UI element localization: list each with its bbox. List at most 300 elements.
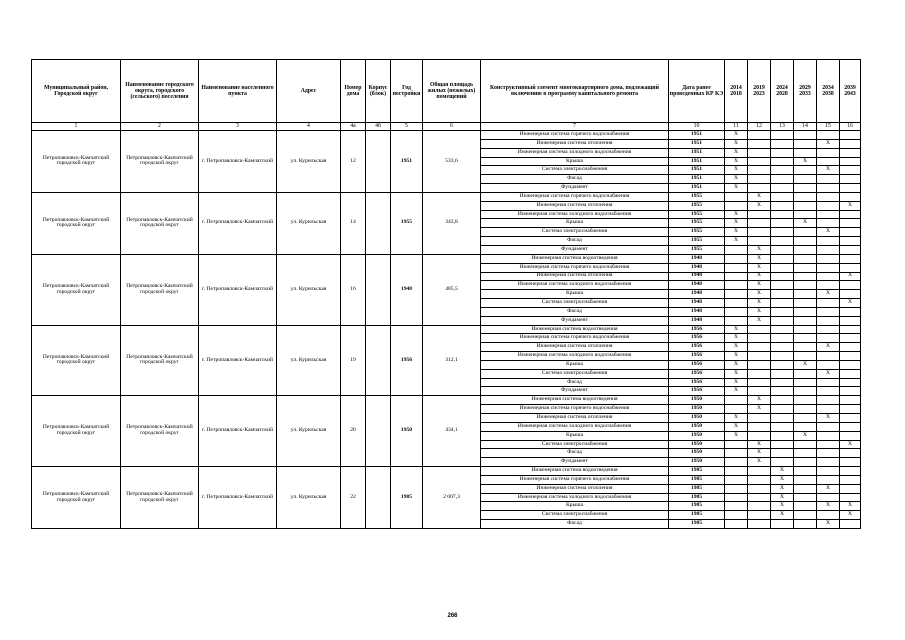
column-header: Номер дома [341,60,366,123]
period-mark-cell: X [817,484,840,493]
previous-repair-date-cell: 1985 [669,467,725,476]
structural-element-cell: Инженерная система горячего водоснабжения [481,334,669,343]
period-mark-cell: X [794,360,817,369]
period-mark-cell: X [725,334,748,343]
period-mark-cell [725,307,748,316]
structural-element-cell: Инженерная система горячего водоснабжения [481,192,669,201]
previous-repair-date-cell: 1956 [669,334,725,343]
period-mark-cell: X [725,237,748,246]
period-mark-cell: X [725,369,748,378]
period-mark-cell [771,360,794,369]
period-mark-cell [748,166,771,175]
structural-element-cell: Инженерная система отопления [481,139,669,148]
table-row [32,254,861,263]
period-mark-cell [725,245,748,254]
house-number-cell: 12 [341,131,366,193]
column-number: 7 [481,123,669,131]
period-mark-cell: X [817,502,840,511]
column-header: Муниципальный район, Городской округ [32,60,121,123]
period-mark-cell [794,511,817,520]
period-mark-cell: X [748,290,771,299]
previous-repair-date-cell: 1948 [669,281,725,290]
table-body [32,131,861,529]
column-header: Год постройки [391,60,423,123]
previous-repair-date-cell: 1956 [669,360,725,369]
period-mark-cell [817,299,840,308]
period-mark-cell: X [725,148,748,157]
structural-element-cell: Фундамент [481,245,669,254]
period-mark-cell: X [725,175,748,184]
column-number-row [32,123,861,131]
period-mark-cell [794,520,817,529]
structural-element-cell: Инженерная система холодного водоснабжения [481,281,669,290]
period-mark-cell [725,458,748,467]
structural-element-cell: Фундамент [481,458,669,467]
period-mark-cell [794,316,817,325]
period-mark-cell [840,131,861,140]
period-mark-cell [840,484,861,493]
period-mark-cell [771,175,794,184]
column-number: 2 [121,123,199,131]
construction-year-cell: 1956 [391,325,423,396]
column-header: Корпус (блок) [366,60,391,123]
period-mark-cell [794,352,817,361]
period-mark-cell [748,387,771,396]
period-mark-cell [817,219,840,228]
structural-element-cell: Инженерная система отопления [481,201,669,210]
period-mark-cell [794,290,817,299]
column-number: 16 [840,123,861,131]
period-mark-cell [748,334,771,343]
period-mark-cell [794,422,817,431]
period-mark-cell [748,467,771,476]
period-mark-cell [794,440,817,449]
period-mark-cell [748,352,771,361]
structural-element-cell: Система электроснабжения [481,299,669,308]
period-mark-cell [840,458,861,467]
period-mark-cell [817,175,840,184]
period-mark-cell [840,175,861,184]
period-mark-cell [771,422,794,431]
period-mark-cell: X [817,520,840,529]
previous-repair-date-cell: 1956 [669,325,725,334]
period-mark-cell [748,431,771,440]
period-mark-cell [817,245,840,254]
previous-repair-date-cell: 1950 [669,431,725,440]
period-mark-cell [817,325,840,334]
settlement-cell: Петропавловск-Камчатский городской округ [121,467,199,529]
period-mark-cell [725,396,748,405]
period-mark-cell [748,378,771,387]
period-mark-cell [725,290,748,299]
period-mark-cell [817,281,840,290]
period-mark-cell [725,511,748,520]
period-mark-cell [794,139,817,148]
period-mark-cell [725,263,748,272]
address-cell: ул. Курильская [277,131,341,193]
period-mark-cell [840,352,861,361]
period-mark-cell: X [748,440,771,449]
period-mark-cell [840,219,861,228]
period-mark-cell: X [748,254,771,263]
period-mark-cell [794,405,817,414]
period-mark-cell [725,467,748,476]
previous-repair-date-cell: 1951 [669,166,725,175]
structural-element-cell: Инженерная система водоотведения [481,325,669,334]
column-number: 13 [771,123,794,131]
column-header: 2039 2043 [840,60,861,123]
period-mark-cell: X [748,201,771,210]
column-number: 6 [423,123,481,131]
period-mark-cell [817,396,840,405]
block-cell [366,396,391,467]
period-mark-cell [840,343,861,352]
previous-repair-date-cell: 1956 [669,343,725,352]
period-mark-cell [748,237,771,246]
period-mark-cell [794,475,817,484]
column-header: 2014 2018 [725,60,748,123]
period-mark-cell [771,316,794,325]
period-mark-cell [771,431,794,440]
area-cell: 2 007,3 [423,467,481,529]
period-mark-cell [794,484,817,493]
period-mark-cell [748,157,771,166]
period-mark-cell: X [771,475,794,484]
column-number: 4 [277,123,341,131]
period-mark-cell [840,157,861,166]
period-mark-cell [748,484,771,493]
structural-element-cell: Инженерная система отопления [481,272,669,281]
period-mark-cell [794,467,817,476]
period-mark-cell [725,316,748,325]
structural-element-cell: Инженерная система горячего водоснабжения [481,131,669,140]
previous-repair-date-cell: 1948 [669,254,725,263]
house-number-cell: 19 [341,325,366,396]
period-mark-cell [794,228,817,237]
column-header: Конструктивный элемент многоквартирного дома, подлежащий включению в программу капитального ремонта [481,60,669,123]
previous-repair-date-cell: 1948 [669,316,725,325]
period-mark-cell: X [840,299,861,308]
period-mark-cell: X [840,440,861,449]
structural-element-cell: Инженерная система отопления [481,343,669,352]
period-mark-cell [817,449,840,458]
period-mark-cell [725,484,748,493]
settlement-cell: Петропавловск-Камчатский городской округ [121,192,199,254]
period-mark-cell [771,369,794,378]
period-mark-cell [725,299,748,308]
structural-element-cell: Система электроснабжения [481,440,669,449]
district-cell: Петропавловск-Камчатский городской округ [32,131,121,193]
period-mark-cell: X [817,290,840,299]
period-mark-cell: X [771,484,794,493]
previous-repair-date-cell: 1985 [669,520,725,529]
previous-repair-date-cell: 1951 [669,157,725,166]
structural-element-cell: Инженерная система водоотведения [481,396,669,405]
period-mark-cell: X [794,431,817,440]
period-mark-cell [771,192,794,201]
period-mark-cell: X [748,316,771,325]
period-mark-cell: X [817,166,840,175]
period-mark-cell [817,272,840,281]
period-mark-cell [748,343,771,352]
address-cell: ул. Курильская [277,325,341,396]
structural-element-cell: Инженерная система горячего водоснабжения [481,405,669,414]
period-mark-cell [725,449,748,458]
period-mark-cell [725,192,748,201]
previous-repair-date-cell: 1956 [669,387,725,396]
previous-repair-date-cell: 1955 [669,219,725,228]
district-cell: Петропавловск-Камчатский городской округ [32,254,121,325]
period-mark-cell [748,228,771,237]
period-mark-cell [817,254,840,263]
period-mark-cell: X [748,272,771,281]
house-number-cell: 20 [341,396,366,467]
column-header: 2034 2038 [817,60,840,123]
period-mark-cell: X [748,449,771,458]
period-mark-cell: X [817,139,840,148]
period-mark-cell [771,131,794,140]
period-mark-cell [840,520,861,529]
period-mark-cell [817,493,840,502]
address-cell: ул. Курильская [277,192,341,254]
period-mark-cell: X [748,245,771,254]
structural-element-cell: Инженерная система водоотведения [481,254,669,263]
period-mark-cell [794,263,817,272]
previous-repair-date-cell: 1948 [669,263,725,272]
period-mark-cell [748,511,771,520]
previous-repair-date-cell: 1950 [669,414,725,423]
settlement-cell: Петропавловск-Камчатский городской округ [121,254,199,325]
period-mark-cell [748,475,771,484]
structural-element-cell: Крыша [481,290,669,299]
period-mark-cell [748,493,771,502]
previous-repair-date-cell: 1985 [669,475,725,484]
period-mark-cell [771,219,794,228]
period-mark-cell [771,166,794,175]
period-mark-cell [840,360,861,369]
previous-repair-date-cell: 1950 [669,449,725,458]
column-number: 10 [669,123,725,131]
structural-element-cell: Крыша [481,157,669,166]
period-mark-cell [748,360,771,369]
period-mark-cell [748,502,771,511]
period-mark-cell: X [748,299,771,308]
period-mark-cell [771,281,794,290]
previous-repair-date-cell: 1955 [669,245,725,254]
period-mark-cell [771,290,794,299]
period-mark-cell [794,254,817,263]
previous-repair-date-cell: 1955 [669,201,725,210]
period-mark-cell: X [817,228,840,237]
structural-element-cell: Крыша [481,502,669,511]
period-mark-cell [817,184,840,193]
period-mark-cell [794,449,817,458]
period-mark-cell: X [725,325,748,334]
structural-element-cell: Крыша [481,431,669,440]
period-mark-cell [771,343,794,352]
period-mark-cell [840,493,861,502]
period-mark-cell [840,449,861,458]
period-mark-cell [840,431,861,440]
period-mark-cell [817,405,840,414]
structural-element-cell: Фасад [481,378,669,387]
period-mark-cell [748,148,771,157]
previous-repair-date-cell: 1951 [669,184,725,193]
structural-element-cell: Фундамент [481,316,669,325]
previous-repair-date-cell: 1985 [669,511,725,520]
period-mark-cell: X [725,228,748,237]
period-mark-cell [817,458,840,467]
period-mark-cell [771,228,794,237]
previous-repair-date-cell: 1948 [669,290,725,299]
period-mark-cell [840,369,861,378]
previous-repair-date-cell: 1985 [669,484,725,493]
period-mark-cell: X [725,210,748,219]
period-mark-cell [840,184,861,193]
period-mark-cell [840,210,861,219]
period-mark-cell [771,184,794,193]
period-mark-cell [840,254,861,263]
structural-element-cell: Система электроснабжения [481,511,669,520]
construction-year-cell: 1951 [391,131,423,193]
period-mark-cell [840,422,861,431]
previous-repair-date-cell: 1955 [669,228,725,237]
period-mark-cell [817,467,840,476]
period-mark-cell: X [794,219,817,228]
structural-element-cell: Система электроснабжения [481,166,669,175]
period-mark-cell [748,520,771,529]
period-mark-cell: X [840,502,861,511]
column-number: 3 [199,123,277,131]
column-header: Общая площадь жилых (нежилых) помещений [423,60,481,123]
period-mark-cell [817,440,840,449]
period-mark-cell [771,201,794,210]
period-mark-cell [840,325,861,334]
period-mark-cell [817,378,840,387]
period-mark-cell [794,299,817,308]
period-mark-cell [817,157,840,166]
period-mark-cell [840,387,861,396]
period-mark-cell [794,166,817,175]
previous-repair-date-cell: 1985 [669,493,725,502]
previous-repair-date-cell: 1985 [669,502,725,511]
period-mark-cell: X [725,431,748,440]
period-mark-cell [725,440,748,449]
period-mark-cell [840,290,861,299]
previous-repair-date-cell: 1948 [669,272,725,281]
structural-element-cell: Инженерная система горячего водоснабжения [481,263,669,272]
construction-year-cell: 1950 [391,396,423,467]
period-mark-cell [840,405,861,414]
period-mark-cell [725,475,748,484]
structural-element-cell: Фундамент [481,387,669,396]
period-mark-cell: X [725,352,748,361]
period-mark-cell: X [725,360,748,369]
column-header: Наименование городского округа, городского (сельского) поселения [121,60,199,123]
period-mark-cell [771,449,794,458]
previous-repair-date-cell: 1951 [669,131,725,140]
period-mark-cell: X [840,272,861,281]
period-mark-cell [817,237,840,246]
structural-element-cell: Система электроснабжения [481,369,669,378]
capital-repair-program-table-container [31,59,860,529]
period-mark-cell: X [725,184,748,193]
period-mark-cell [771,299,794,308]
structural-element-cell: Инженерная система холодного водоснабжения [481,148,669,157]
period-mark-cell: X [840,511,861,520]
period-mark-cell [771,405,794,414]
period-mark-cell [748,219,771,228]
period-mark-cell [771,237,794,246]
column-number: 5 [391,123,423,131]
structural-element-cell: Система электроснабжения [481,228,669,237]
period-mark-cell: X [725,157,748,166]
period-mark-cell [748,184,771,193]
period-mark-cell: X [725,414,748,423]
address-cell: ул. Курильская [277,467,341,529]
period-mark-cell [817,334,840,343]
period-mark-cell [771,414,794,423]
period-mark-cell [725,281,748,290]
table-row [32,325,861,334]
period-mark-cell [840,307,861,316]
period-mark-cell [748,131,771,140]
period-mark-cell [817,201,840,210]
table-row [32,467,861,476]
period-mark-cell [840,237,861,246]
block-cell [366,325,391,396]
period-mark-cell [840,316,861,325]
period-mark-cell: X [748,263,771,272]
period-mark-cell [817,307,840,316]
period-mark-cell [817,263,840,272]
period-mark-cell [794,201,817,210]
previous-repair-date-cell: 1955 [669,210,725,219]
period-mark-cell [794,245,817,254]
settlement-cell: Петропавловск-Камчатский городской округ [121,396,199,467]
house-number-cell: 14 [341,192,366,254]
period-mark-cell [794,184,817,193]
period-mark-cell [725,502,748,511]
period-mark-cell: X [748,307,771,316]
period-mark-cell [748,369,771,378]
period-mark-cell [840,467,861,476]
structural-element-cell: Фасад [481,449,669,458]
period-mark-cell [794,148,817,157]
period-mark-cell [771,396,794,405]
structural-element-cell: Инженерная система отопления [481,414,669,423]
block-cell [366,192,391,254]
period-mark-cell [725,201,748,210]
period-mark-cell [794,192,817,201]
period-mark-cell [840,228,861,237]
period-mark-cell [771,272,794,281]
period-mark-cell: X [771,502,794,511]
construction-year-cell: 1985 [391,467,423,529]
period-mark-cell [817,387,840,396]
structural-element-cell: Инженерная система отопления [481,484,669,493]
period-mark-cell [794,396,817,405]
structural-element-cell: Фасад [481,307,669,316]
previous-repair-date-cell: 1950 [669,396,725,405]
period-mark-cell [725,493,748,502]
period-mark-cell [817,316,840,325]
period-mark-cell [840,192,861,201]
period-mark-cell [771,263,794,272]
column-number: 4б [366,123,391,131]
previous-repair-date-cell: 1951 [669,175,725,184]
period-mark-cell [794,272,817,281]
